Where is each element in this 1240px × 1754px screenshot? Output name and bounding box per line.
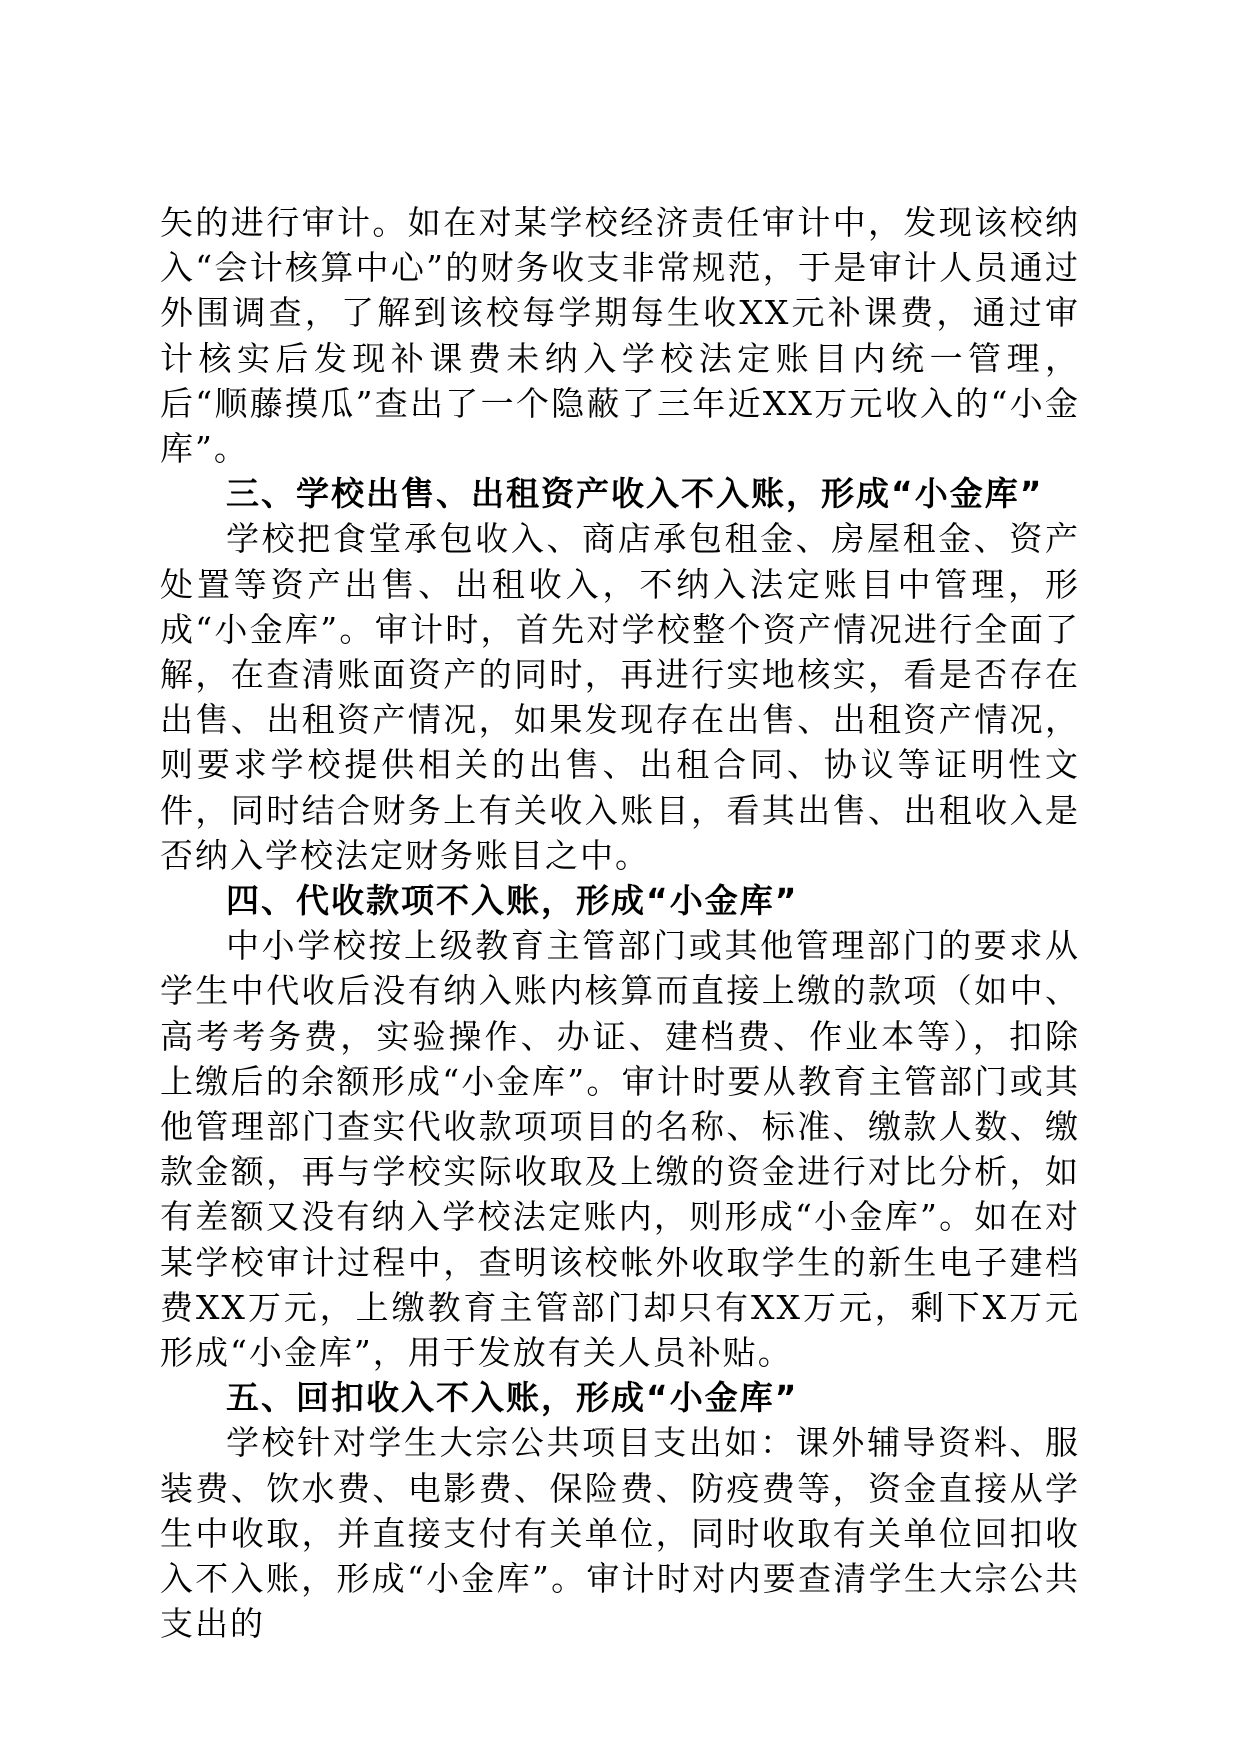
paragraph-section-5: 学校针对学生大宗公共项目支出如：课外辅导资料、服装费、饮水费、电影费、保险费、防疫费等，资金直接从学生中收取，并直接支付有关单位，同时收取有关单位回扣收入不入账，形成“小金库”。审计时对内要查清学生大宗公共支出的 <box>160 1423 1080 1644</box>
document-page <box>160 200 1080 1647</box>
section-heading-3: 三、学校出售、出租资产收入不入账，形成“小金库” <box>226 474 1044 514</box>
paragraph-section-4: 中小学校按上级教育主管部门或其他管理部门的要求从学生中代收后没有纳入账内核算而直接上缴的款项（如中、高考考务费，实验操作、办证、建档费、作业本等），扣除上缴后的余额形成“小金库”。审计时要从教育主管部门或其他管理部门查实代收款项项目的名称、标准、缴款人数、缴款金额，再与学校实际收取及上缴的资金进行对比分析，如有差额又没有纳入学校法定账内，则形成“小金库”。如在对某学校审计过程中，查明该校帐外收取学生的新生电子建档费XX万元，上缴教育主管部门却只有XX万元，剩下X万元形成“小金库”，用于发放有关人员补贴。 <box>160 926 1080 1373</box>
paragraph-continuation: 矢的进行审计。如在对某学校经济责任审计中，发现该校纳入“会计核算中心”的财务收支非常规范，于是审计人员通过外围调查，了解到该校每学期每生收XX元补课费，通过审计核实后发现补课费未纳入学校法定账目内统一管理，后“顺藤摸瓜”查出了一个隐蔽了三年近XX万元收入的“小金库”。 <box>160 203 1080 469</box>
section-heading-5: 五、回扣收入不入账，形成“小金库” <box>226 1378 799 1418</box>
section-heading-4: 四、代收款项不入账，形成“小金库” <box>226 881 799 921</box>
paragraph-section-3: 学校把食堂承包收入、商店承包租金、房屋租金、资产处置等资产出售、出租收入，不纳入法定账目中管理，形成“小金库”。审计时，首先对学校整个资产情况进行全面了解，在查清账面资产的同时，再进行实地核实，看是否存在出售、出租资产情况，如果发现存在出售、出租资产情况，则要求学校提供相关的出售、出租合同、协议等证明性文件，同时结合财务上有关收入账目，看其出售、出租收入是否纳入学校法定财务账目之中。 <box>160 519 1080 875</box>
